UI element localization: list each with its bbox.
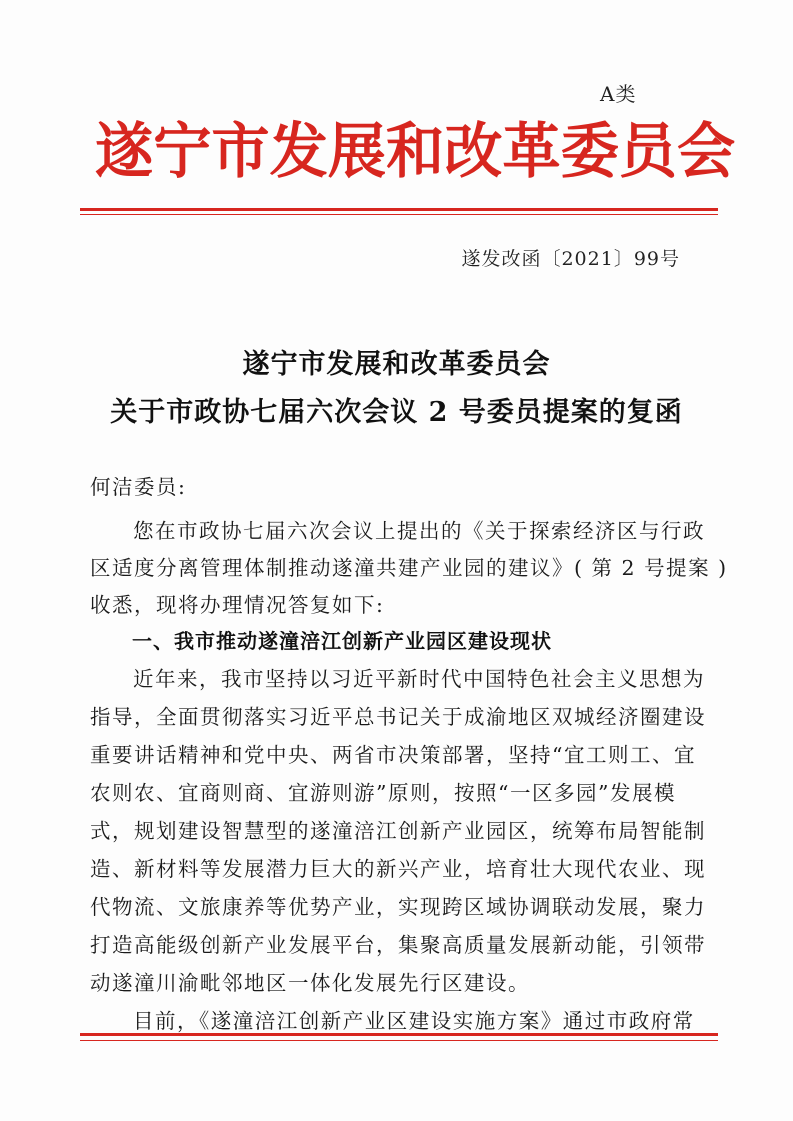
paragraph-3-line: 目前，《遂潼涪江创新产业区建设实施方案》通过市政府常: [133, 1009, 695, 1033]
footer-rule-thin: [80, 1040, 718, 1041]
document-number: 遂发改函〔2021〕99号: [461, 248, 680, 270]
paragraph-2-line: 式，规划建设智慧型的遂潼涪江创新产业园区，统筹布局智能制: [90, 819, 706, 843]
salutation: 何洁委员:: [90, 475, 187, 499]
paragraph-1-line: 您在市政协七届六次会议上提出的《关于探索经济区与行政: [133, 519, 705, 543]
paragraph-1-line: 收悉，现将办理情况答复如下:: [90, 593, 385, 617]
paragraph-1-line: 区适度分离管理体制推动遂潼共建产业园的建议》( 第 2 号提案 ): [90, 556, 728, 580]
section-1-heading: 一、我市推动遂潼涪江创新产业园区建设现状: [132, 629, 552, 653]
paragraph-2-line: 代物流、文旅康养等优势产业，实现跨区域协调联动发展，聚力: [90, 895, 706, 919]
paragraph-2-line: 指导，全面贯彻落实习近平总书记关于成渝地区双城经济圈建设: [90, 705, 706, 729]
masthead-rule-thick: [80, 208, 718, 211]
masthead-title: 遂宁市发展和改革委员会: [95, 117, 736, 187]
paragraph-2-line: 近年来，我市坚持以习近平新时代中国特色社会主义思想为: [133, 667, 705, 691]
paragraph-2-line: 农则农、宜商则商、宜游则游”原则，按照“一区多园”发展模: [90, 781, 676, 805]
document-category: A类: [600, 82, 637, 106]
paragraph-2-line: 造、新材料等发展潜力巨大的新兴产业，培育壮大现代农业、现: [90, 857, 706, 881]
footer-rule-thick: [80, 1033, 718, 1036]
letter-title-line-1: 遂宁市发展和改革委员会: [242, 349, 551, 380]
masthead-rule-thin: [80, 214, 718, 215]
paragraph-2-line: 动遂潼川渝毗邻地区一体化发展先行区建设。: [90, 971, 530, 995]
paragraph-2-line: 重要讲话精神和党中央、两省市决策部署，坚持“宜工则工、宜: [90, 743, 696, 767]
paragraph-2-line: 打造高能级创新产业发展平台，集聚高质量发展新动能，引领带: [90, 933, 706, 957]
letter-title-line-2: 关于市政协七届六次会议 2 号委员提案的复函: [110, 397, 683, 428]
